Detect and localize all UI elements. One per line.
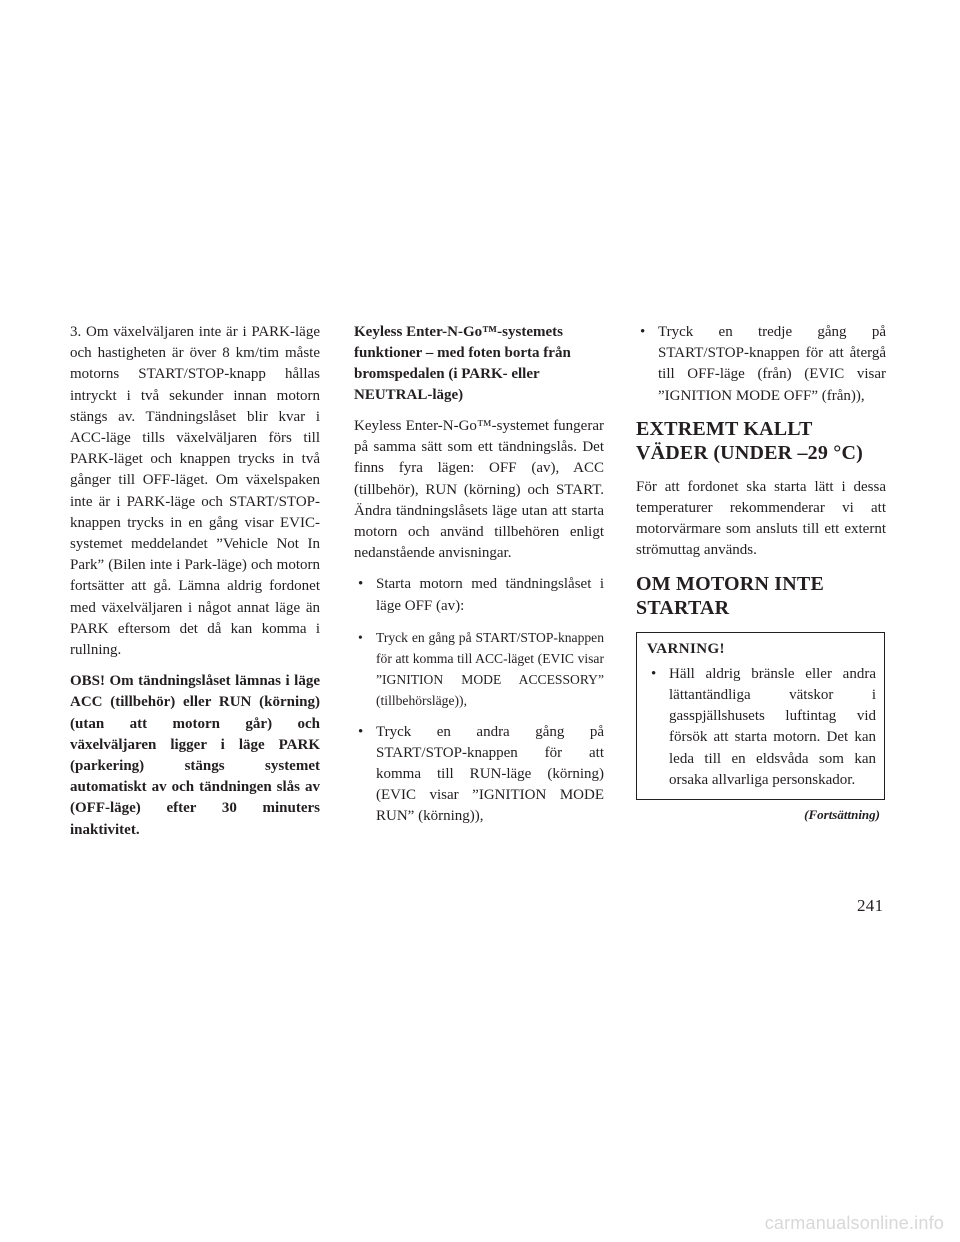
warning-title: VARNING! — [647, 640, 725, 657]
bullet-icon: • — [358, 723, 364, 740]
column-right — [636, 322, 886, 825]
paragraph-cold-weather: För att fordonet ska starta lätt i dessa temperaturer rekommenderar vi att motorvärmare som ansluts till ett externt strömuttag används. — [636, 478, 886, 559]
bullet-icon: • — [651, 665, 657, 682]
heading-engine-no-start: OM MOTORN INTE STARTAR — [636, 572, 824, 619]
list-item: • Starta motorn med tändningslåset i läge OFF (av): — [358, 576, 604, 614]
bullet-icon: • — [358, 629, 363, 645]
watermark: carmanualsonline.info — [764, 1213, 944, 1233]
bullet-icon: • — [640, 324, 646, 340]
list-item: • Häll aldrig bränsle eller andra lättantändliga vätskor i gasspjällshusets luftintag vid försök att starta motorn. Det kan leda till en eldsvåda som kan orsaka allvarliga personskador. — [651, 665, 876, 788]
subheading-keyless: Keyless Enter-N-Go™-systemets funktioner – med foten borta från bromspedalen (i PARK- eller NEUTRAL-läge) — [354, 324, 571, 403]
column-left — [70, 322, 320, 851]
warning-box — [636, 632, 885, 800]
bullet-icon: • — [358, 576, 364, 593]
list-item: • Tryck en gång på START/STOP-knappen för att komma till ACC-läget (EVIC visar ”IGNITION MODE ACCESSORY” (tillbehörsläge)), — [354, 627, 604, 712]
list-item: • Tryck en tredje gång på START/STOP-knappen för att återgå till OFF-läge (från) (EVIC visar ”IGNITION MODE OFF” (från)), — [640, 324, 886, 404]
continued-label: (Fortsättning) — [804, 807, 880, 823]
page-number: 241 — [857, 896, 884, 915]
paragraph-gear-selector: 3. Om växelväljaren inte är i PARK-läge och hastigheten är över 8 km/tim måste motorns START/STOP-knapp hållas intryckt i två sekunder innan motorn stängs av. Tändningslåset blir kvar i ACC-läge tills växelväljaren förs till PARK-läget och knappen trycks in två gånger till OFF-läget. Om växelspaken inte är i PARK-läge och START/STOP-knappen trycks in en gång visar EVIC-systemet meddelandet ”Vehicle Not In Park” (Bilen inte i Park-läge) och motorn fortsätter att gå. Lämna aldrig fordonet med växelväljaren i något annat läge än PARK eftersom det då kan komma i rullning. — [70, 324, 320, 659]
column-middle — [354, 322, 604, 838]
bullet-list-continued — [636, 322, 886, 407]
list-item: • Tryck en andra gång på START/STOP-knappen för att komma till RUN-läge (körning) (EVIC visar ”IGNITION MODE RUN” (körning)), — [358, 723, 604, 825]
warning-list — [647, 664, 876, 791]
bullet-list-ignition — [354, 574, 604, 827]
paragraph-keyless-intro: Keyless Enter-N-Go™-systemet fungerar på samma sätt som ett tändningslås. Det finns fyra lägen: OFF (av), ACC (tillbehör), RUN (körning) och START. Ändra tändningslåsets läge utan att starta motorn och använd tillbehören enligt nedanstående anvisningar. — [354, 418, 604, 562]
note-paragraph: OBS! Om tändningslåset lämnas i läge ACC (tillbehör) eller RUN (körning) (utan att motorn går) och växelväljaren ligger i läge PARK (parkering) stängs systemet automatiskt av och tändningen slås av (OFF-läge) efter 30 minuters inaktivitet. — [70, 673, 320, 838]
heading-extreme-cold: EXTREMT KALLT VÄDER (UNDER –29 °C) — [636, 417, 863, 464]
